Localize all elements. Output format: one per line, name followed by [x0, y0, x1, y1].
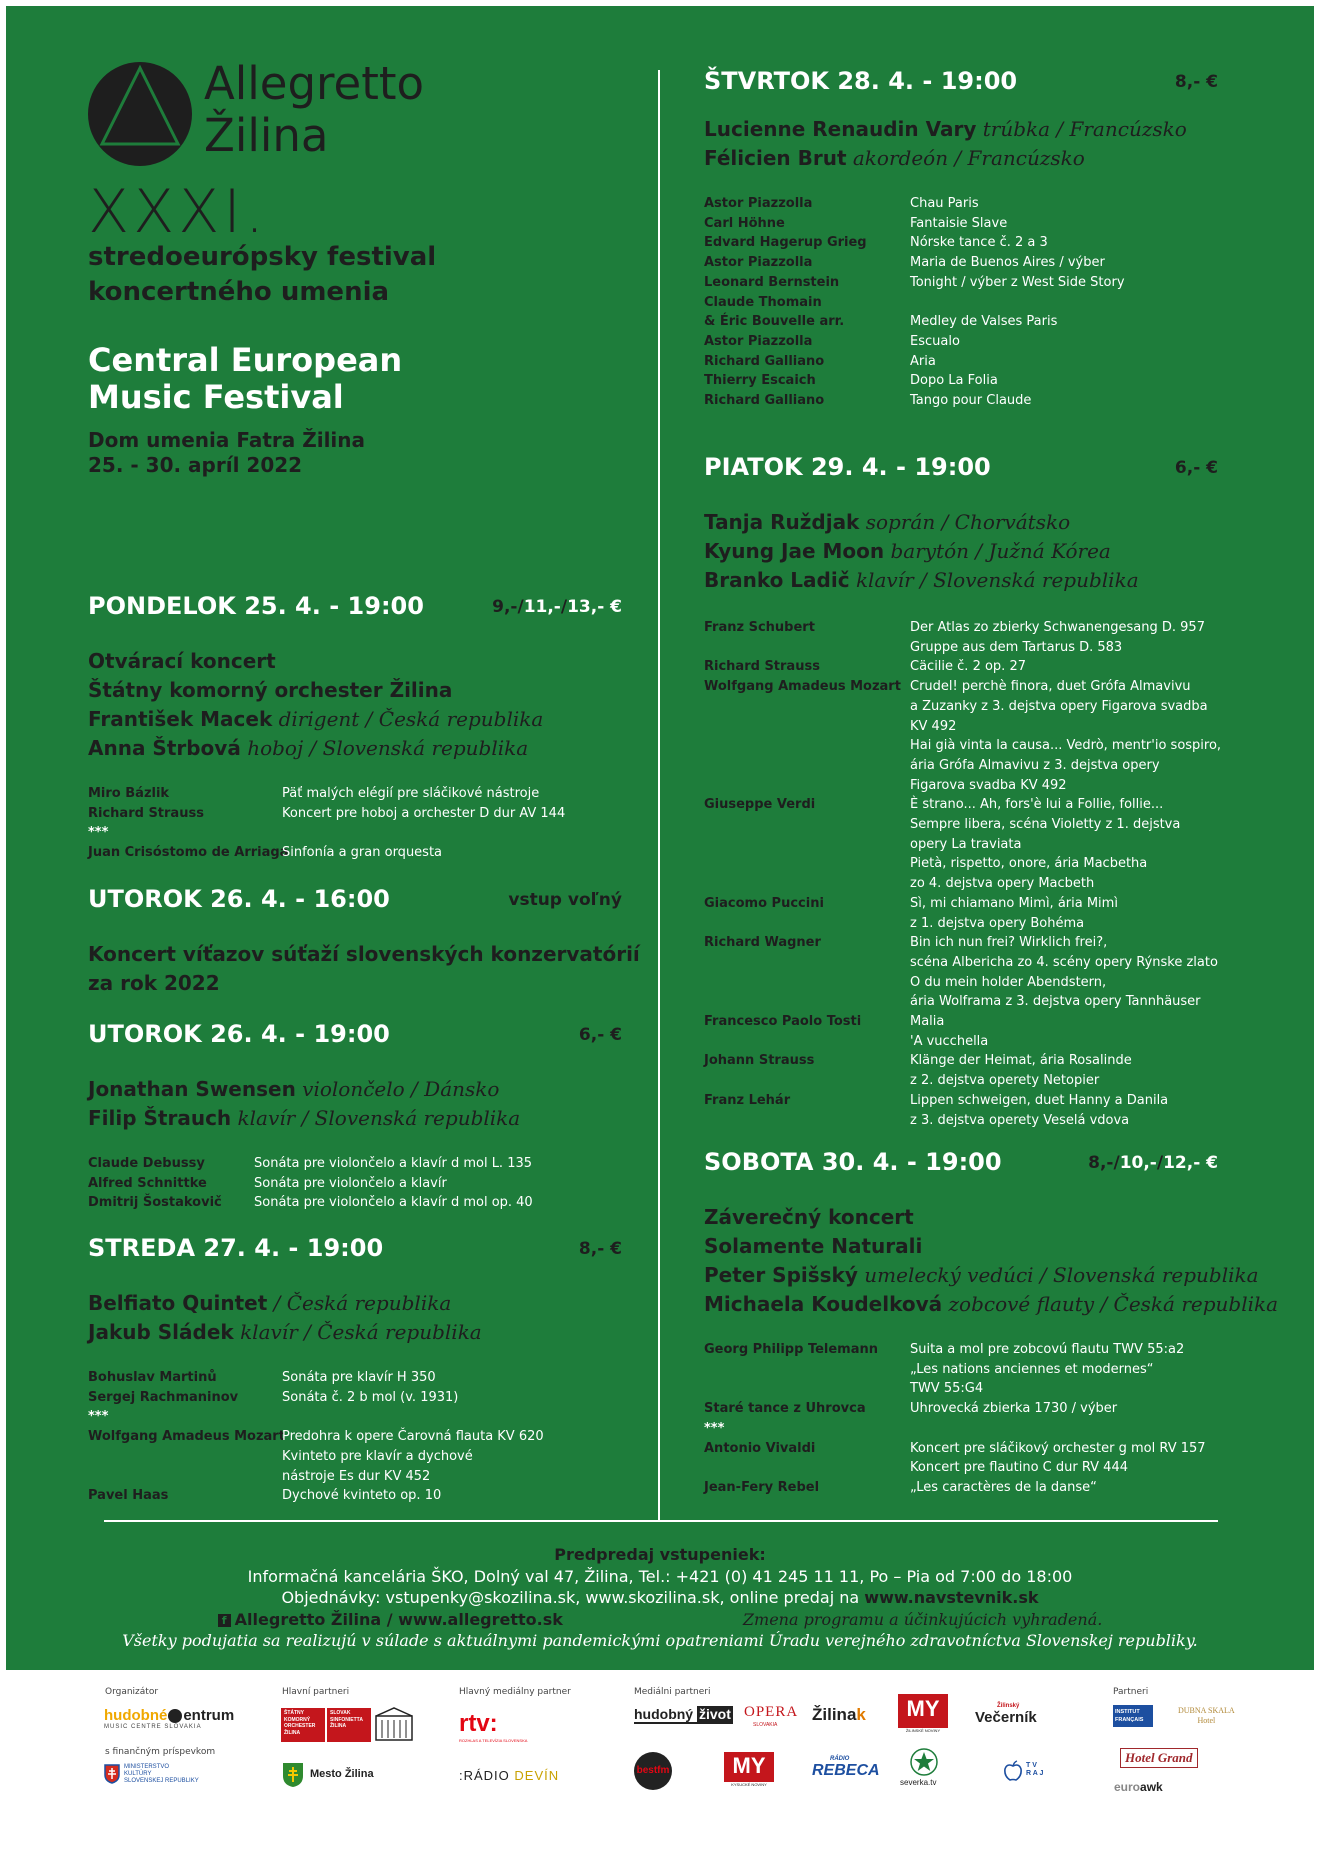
hudobny-zivot-logo — [634, 1706, 733, 1724]
program-row — [704, 677, 1221, 795]
severka-star-icon — [910, 1748, 938, 1776]
program-row — [88, 804, 565, 824]
program-row — [88, 1193, 533, 1213]
logo-text: SINFONIETTA — [330, 1716, 363, 1723]
work: Sinfonía a gran orquesta — [282, 845, 443, 861]
work: Der Atlas zo zbierky Schwanengesang D. 957 Gruppe aus dem Tartarus D. 583 — [910, 620, 1205, 655]
price-part: 13,- € — [567, 597, 622, 617]
composer: Johann Strauss — [704, 1053, 815, 1069]
logo-text: DEVÍN — [514, 1768, 560, 1783]
concert-sat-program — [704, 1340, 1206, 1498]
performer-role: trúbka / Francúzsko — [982, 117, 1187, 141]
organizer-label: Organizátor — [105, 1687, 159, 1697]
logo-text: FRANÇAIS — [1115, 1717, 1144, 1723]
column-divider — [658, 70, 660, 1522]
performer-role: akordeón / Francúzsko — [852, 146, 1085, 170]
media-partners-label: Mediálni partneri — [634, 1687, 711, 1697]
work: Predohra k opere Čarovná flauta KV 620 Kvinteto pre klavír a dychové nástroje Es dur KV 452 — [282, 1429, 544, 1484]
presale-heading: Predpredaj vstupeniek: — [554, 1545, 766, 1564]
concert-tue2-price: 6,- € — [578, 1025, 622, 1045]
price-part: / — [1113, 1153, 1120, 1173]
concert-tue2-day: UTOROK 26. 4. - 19:00 — [88, 1020, 390, 1048]
concert-tue1-title — [88, 940, 640, 998]
program-row — [88, 1174, 533, 1194]
intermission-mark: *** — [704, 1420, 725, 1436]
price-part: / — [1156, 1153, 1164, 1173]
logo-text: hudobný — [634, 1706, 694, 1722]
zilinsky-vecernik-logo — [975, 1703, 1037, 1726]
program-row — [704, 618, 1221, 657]
concert-sat-day: SOBOTA 30. 4. - 19:00 — [704, 1148, 1002, 1176]
concert-mon-program — [88, 784, 565, 863]
performer-name: Jonathan Swensen — [88, 1077, 296, 1101]
institut-francais-logo — [1113, 1705, 1153, 1727]
work: Aria — [910, 353, 936, 369]
work: Sonáta pre violončelo a klavír d mol L. 135 — [254, 1156, 533, 1171]
program-row — [704, 1012, 1221, 1051]
work: Klänge der Heimat, ária Rosalinde z 2. dejstva operety Netopier — [910, 1053, 1132, 1089]
composer: Juan Crisóstomo de Arriaga — [88, 845, 289, 861]
program-row — [704, 657, 1221, 677]
euroawk-logo — [1114, 1780, 1163, 1794]
performer-name: Filip Štrauch — [88, 1106, 232, 1130]
concert-title: Otvárací koncert — [88, 649, 276, 673]
main-media-partner-label: Hlavný mediálny partner — [459, 1687, 571, 1697]
composer: Claude Debussy — [88, 1156, 205, 1171]
pandemic-note: Všetky podujatia sa realizujú v súlade s aktuálnymi pandemickými opatreniami Úradu verejného zdravotníctva Slovenskej republiky. — [122, 1631, 1198, 1650]
rtvs-logo: rtv: — [459, 1710, 498, 1737]
composer: Richard Wagner — [704, 935, 821, 951]
work: Cäcilie č. 2 op. 27 — [910, 659, 1026, 675]
sko-logo — [281, 1708, 325, 1742]
program-row — [704, 293, 1125, 313]
logo-text: k — [856, 1705, 866, 1724]
concert-tue2-program — [88, 1154, 533, 1213]
composer: Astor Piazzolla — [704, 333, 813, 349]
concert-thu-price: 8,- € — [1174, 72, 1218, 92]
program-row — [704, 795, 1221, 894]
program-row — [704, 1439, 1206, 1478]
concert-mon-day: PONDELOK 25. 4. - 19:00 — [88, 592, 424, 620]
opera-slovakia-logo: OPERA — [744, 1704, 799, 1720]
hudobne-centrum-logo — [104, 1707, 234, 1730]
work: Sonáta pre violončelo a klavír — [254, 1175, 447, 1191]
program-row — [704, 214, 1125, 234]
concert-tue1-day: UTOROK 26. 4. - 16:00 — [88, 885, 390, 913]
work: Sonáta pre violončelo a klavír d mol op. 40 — [254, 1195, 533, 1211]
presale-orders — [6, 1587, 1314, 1609]
composer: Francesco Paolo Tosti — [704, 1014, 862, 1030]
work: Suita a mol pre zobcovú flautu TWV 55:a2 „Les nations anciennes et modernes“ TWV 55:G4 — [910, 1342, 1185, 1397]
composer: Thierry Escaich — [704, 373, 816, 389]
concert-wed-day: STREDA 27. 4. - 19:00 — [88, 1234, 384, 1262]
venue-name: Dom umenia Fatra Žilina — [88, 428, 366, 452]
slovak-sinfonietta-logo — [327, 1708, 371, 1742]
price-part: 10,- — [1119, 1153, 1157, 1173]
concert-title: Koncert víťazov súťaží slovenských konzervatórií — [88, 942, 640, 966]
severka-tv-logo: severka.tv — [900, 1778, 937, 1787]
composer: Alfred Schnittke — [88, 1175, 207, 1191]
performer-role: klavír / Slovenská republika — [237, 1106, 521, 1130]
performer-role: dirigent / Česká republika — [278, 707, 544, 731]
concert-wed-performers — [88, 1289, 482, 1347]
composer: Richard Galliano — [704, 353, 825, 369]
logo-text: Žilinský — [997, 1703, 1020, 1709]
performer-name: Peter Spišský — [704, 1263, 858, 1287]
composer: Leonard Bernstein — [704, 274, 840, 290]
work: Koncert pre sláčikový orchester g mol RV 157 Koncert pre flautino C dur RV 444 — [910, 1440, 1206, 1476]
footer-divider — [104, 1520, 1218, 1522]
program-change-note: Zmena programu a účinkujúcich vyhradená. — [742, 1609, 1103, 1629]
concert-thu-performers — [704, 115, 1187, 173]
logo-text: RÁDIO — [830, 1756, 850, 1762]
work: Nórske tance č. 2 a 3 — [910, 235, 1048, 251]
work: Tango pour Claude — [910, 393, 1032, 409]
allegretto-logo-icon — [86, 60, 194, 168]
program-row — [704, 1419, 1206, 1439]
work: Medley de Valses Paris — [910, 314, 1058, 330]
price-part: 11,- — [523, 597, 561, 617]
program-row — [704, 371, 1125, 391]
composer: Bohuslav Martinů — [88, 1370, 217, 1385]
partners-label: Partneri — [1113, 1687, 1149, 1697]
performer-name: Lucienne Renaudin Vary — [704, 117, 977, 141]
main-partners-label: Hlavní partneri — [282, 1687, 350, 1697]
work: Bin ich nun frei? Wirklich frei?, scéna Albericha zo 4. scény opery Rýnske zlato O du mein holder Abendstern, ária Wolframa z 3. dejstva opery Tannhäuser — [910, 935, 1218, 1010]
my-zilinske-noviny-logo: MY — [898, 1694, 948, 1728]
mesto-zilina-logo: Mesto Žilina — [310, 1768, 374, 1780]
composer: Pavel Haas — [88, 1488, 169, 1504]
program-row — [704, 1051, 1221, 1090]
composer: Carl Höhne — [704, 215, 785, 231]
program-row — [704, 273, 1125, 293]
program-row — [88, 1427, 544, 1486]
work: „Les caractères de la danse“ — [910, 1479, 1097, 1495]
performer-name: Belfiato Quintet — [88, 1291, 268, 1315]
allegretto-web-link[interactable]: Allegretto Žilina / www.allegretto.sk — [234, 1609, 563, 1629]
logo-text: Večerník — [975, 1709, 1037, 1726]
logo-text: život — [699, 1706, 731, 1722]
concert-sat-price — [992, 1148, 1218, 1178]
apple-icon — [1002, 1760, 1024, 1782]
concert-wed-program — [88, 1368, 544, 1506]
performer-role: soprán / Chorvátsko — [865, 510, 1071, 534]
logo-text: KOMORNÝ — [284, 1716, 311, 1723]
composer: Antonio Vivaldi — [704, 1440, 816, 1456]
english-line-1: Central European — [88, 341, 403, 379]
my-kysucke-noviny-logo: MY — [724, 1752, 774, 1782]
intermission-mark: *** — [88, 1409, 109, 1425]
festival-english-title — [88, 342, 402, 416]
zilinak-logo — [812, 1705, 866, 1725]
performer-role: hoboj / Slovenská republika — [247, 736, 529, 760]
concert-sat-performers — [704, 1203, 1278, 1319]
logo-text: euro — [1114, 1780, 1141, 1794]
subtitle-line-2: koncertného umenia — [88, 277, 390, 307]
work: Maria de Buenos Aires / výber — [910, 255, 1105, 271]
opera-slovakia-subtext: SLOVAKIA — [753, 1722, 778, 1728]
composer: Giuseppe Verdi — [704, 797, 816, 813]
slovak-coat-of-arms-icon — [104, 1764, 120, 1784]
concert-fri-day: PIATOK 29. 4. - 19:00 — [704, 453, 991, 481]
composer: Astor Piazzolla — [704, 255, 813, 271]
work: Malia 'A vucchella — [910, 1014, 989, 1049]
concert-fri-price: 6,- € — [1174, 458, 1218, 478]
logo-subtext: MUSIC CENTRE SLOVAKIA — [104, 1724, 202, 1730]
work: Dychové kvinteto op. 10 — [282, 1488, 442, 1504]
performer-role: barytón / Južná Kórea — [890, 539, 1111, 563]
radio-devin-logo — [459, 1768, 559, 1783]
program-row — [88, 1154, 533, 1174]
program-row — [704, 1091, 1221, 1130]
composer: Dmitrij Šostakovič — [88, 1195, 222, 1211]
logo-line-1: Allegretto — [204, 57, 425, 110]
price-part: 8,- — [1088, 1153, 1114, 1173]
program-row — [88, 784, 565, 804]
fatra-building-icon — [374, 1706, 414, 1742]
program-row — [88, 823, 565, 843]
composer: Georg Philipp Telemann — [704, 1342, 879, 1357]
composer: Edvard Hagerup Grieg — [704, 235, 867, 251]
best-fm-logo: bestfm — [634, 1752, 672, 1790]
music-note-icon — [168, 1709, 182, 1723]
financial-support-label: s finančným príspevkom — [105, 1747, 216, 1757]
composer: Miro Bázlik — [88, 786, 170, 801]
price-part: 12,- € — [1163, 1153, 1218, 1173]
ticket-info — [6, 1544, 1314, 1652]
program-row — [704, 1478, 1206, 1498]
concert-fri-performers — [704, 508, 1139, 595]
concert-wed-price: 8,- € — [578, 1239, 622, 1259]
zilina-coat-of-arms-icon — [282, 1762, 304, 1788]
program-row — [704, 894, 1221, 933]
radio-rebeca-logo — [812, 1756, 880, 1780]
social-row — [6, 1609, 1314, 1631]
program-row — [704, 312, 1125, 332]
program-row — [704, 194, 1125, 214]
composer: Astor Piazzolla — [704, 196, 813, 211]
concert-tue2-performers — [88, 1075, 520, 1133]
logo-text: Žilina — [812, 1705, 857, 1724]
logo-text: entrum — [183, 1707, 235, 1724]
venue-dates: 25. - 30. apríl 2022 — [88, 453, 303, 477]
intermission-mark: *** — [88, 825, 109, 841]
logo-text: hudobné — [104, 1707, 168, 1724]
price-part: / — [560, 597, 568, 617]
work: Sì, mi chiamano Mimì, ária Mimì z 1. dejstva opery Bohéma — [910, 895, 1118, 931]
presale-office: Informačná kancelária ŠKO, Dolný val 47, Žilina, Tel.: +421 (0) 41 245 11 11, Po – Pia od 7:00 do 18:00 — [247, 1566, 1073, 1586]
logo-text: Hotel — [1197, 1716, 1216, 1725]
composer: Richard Galliano — [704, 393, 825, 409]
poster — [6, 6, 1314, 1670]
work: Sonáta pre klavír H 350 — [282, 1370, 436, 1385]
festival-edition: XXXI. — [88, 177, 269, 247]
composer: Claude Thomain — [704, 294, 822, 310]
tv-raj-logo — [1026, 1762, 1043, 1778]
work: Dopo La Folia — [910, 373, 998, 389]
work: Lippen schweigen, duet Hanny a Danila z 3. dejstva operety Veselá vdova — [910, 1092, 1169, 1128]
dubna-skala-logo — [1178, 1706, 1235, 1726]
performer-role: / Česká republika — [273, 1291, 452, 1315]
festival-venue — [88, 428, 365, 478]
performer-name: Anna Štrbová — [88, 736, 241, 760]
composer: Richard Strauss — [704, 659, 820, 675]
composer: Sergej Rachmaninov — [88, 1389, 239, 1405]
work: Fantaisie Slave — [910, 215, 1008, 231]
composer: Wolfgang Amadeus Mozart — [88, 1429, 285, 1445]
composer: Jean-Fery Rebel — [704, 1479, 820, 1495]
performer-name: Félicien Brut — [704, 146, 847, 170]
logo-text: SLOVAK — [330, 1710, 351, 1716]
logo-text: REBECA — [812, 1762, 880, 1779]
concert-thu-day: ŠTVRTOK 28. 4. - 19:00 — [704, 67, 1018, 95]
hotel-grand-logo: Hotel Grand — [1120, 1748, 1198, 1768]
logo-text: awk — [1140, 1780, 1163, 1794]
logo-text: ORCHESTER — [284, 1723, 316, 1729]
logo-text: KULTÚRY — [124, 1771, 152, 1777]
logo-text: R A J — [1026, 1770, 1044, 1777]
program-row — [704, 233, 1125, 253]
composer: Richard Strauss — [88, 805, 204, 821]
program-row — [704, 391, 1125, 411]
performer-name: Branko Ladič — [704, 568, 850, 592]
work: Tonight / výber z West Side Story — [910, 274, 1125, 290]
logo-text: ŽILINA — [284, 1729, 301, 1736]
facebook-icon[interactable]: f — [218, 1614, 231, 1627]
program-row — [704, 933, 1221, 1012]
program-row — [704, 1399, 1206, 1419]
work: Crudel! perchè finora, duet Grófa Almavivu a Zuzanky z 3. dejstva opery Figarova svadba KV 492 Hai già vinta la causa... Vedrò, mentr'io sospiro, ária Grófa Almavivu z 3. dejstva opery Figarova svadba KV 492 — [910, 679, 1222, 793]
work: Päť malých elégií pre sláčikové nástroje — [282, 786, 540, 801]
price-part: / — [517, 597, 524, 617]
logo-text: INSTITUT — [1115, 1709, 1140, 1715]
program-row — [88, 843, 565, 863]
concert-title: Solamente Naturali — [704, 1234, 923, 1258]
performer-role: klavír / Slovenská republika — [855, 568, 1139, 592]
festival-subtitle — [88, 240, 436, 310]
composer: Staré tance z Uhrovca — [704, 1401, 866, 1417]
my-kysucke-subtext: KYSUCKÉ NOVINY — [731, 1782, 767, 1787]
english-line-2: Music Festival — [88, 378, 344, 416]
subtitle-line-1: stredoeurópsky festival — [88, 242, 437, 272]
concert-thu-program — [704, 194, 1125, 411]
performer-name: Jakub Sládek — [88, 1320, 234, 1344]
composer: & Éric Bouvelle arr. — [704, 314, 845, 330]
navstevnik-link[interactable]: www.navstevnik.sk — [864, 1588, 1039, 1607]
concert-fri-program — [704, 618, 1221, 1130]
performer-role: umelecký vedúci / Slovenská republika — [864, 1263, 1259, 1287]
concert-mon-performers — [88, 647, 543, 763]
logo-wordmark — [204, 58, 424, 162]
program-row — [704, 352, 1125, 372]
composer: Wolfgang Amadeus Mozart — [704, 679, 901, 695]
performer-role: violončelo / Dánsko — [302, 1077, 500, 1101]
logo-text: :RÁDIO — [459, 1768, 510, 1783]
concert-title: za rok 2022 — [88, 971, 220, 995]
logo-text: ŠTÁTNY — [284, 1710, 304, 1716]
work: Koncert pre hoboj a orchester D dur AV 144 — [282, 805, 566, 821]
my-zilinske-subtext: ŽILINSKÉ NOVINY — [905, 1728, 941, 1733]
orders-text: Objednávky: vstupenky@skozilina.sk, www.skozilina.sk, online predaj na — [281, 1588, 865, 1607]
rtvs-subtext: ROZHLAS A TELEVÍZIA SLOVENSKA — [459, 1738, 528, 1743]
work: Chau Paris — [910, 196, 979, 211]
logo-text: T V — [1026, 1762, 1037, 1769]
program-row — [704, 253, 1125, 273]
ministry-of-culture-logo — [124, 1764, 199, 1785]
work: Sonáta č. 2 b mol (v. 1931) — [282, 1389, 459, 1405]
price-part: 9,- — [492, 597, 518, 617]
program-row — [88, 1368, 544, 1388]
composer: Franz Schubert — [704, 620, 815, 635]
performer-role: klavír / Česká republika — [240, 1320, 482, 1344]
logo-text: SLOVENSKEJ REPUBLIKY — [124, 1778, 199, 1784]
performer-name: Michaela Koudelková — [704, 1292, 943, 1316]
concert-mon-price — [396, 592, 622, 622]
work: Uhrovecká zbierka 1730 / výber — [910, 1401, 1118, 1417]
logo-text: MINISTERSTVO — [124, 1764, 170, 1770]
performer-name: Kyung Jae Moon — [704, 539, 885, 563]
concert-title: Štátny komorný orchester Žilina — [88, 678, 453, 702]
logo-line-2: Žilina — [204, 109, 329, 162]
program-row — [88, 1388, 544, 1408]
performer-role: zobcové flauty / Česká republika — [948, 1292, 1279, 1316]
logo-text: ŽILINA — [330, 1723, 347, 1729]
performer-name: Tanja Ruždjak — [704, 510, 860, 534]
program-row — [88, 1407, 544, 1427]
work: Escualo — [910, 333, 960, 349]
composer: Franz Lehár — [704, 1092, 791, 1108]
program-row — [88, 1486, 544, 1506]
logo-text: DUBNA SKALA — [1178, 1706, 1235, 1715]
performer-name: František Macek — [88, 707, 273, 731]
composer: Giacomo Puccini — [704, 895, 824, 911]
concert-title: Záverečný koncert — [704, 1205, 914, 1229]
program-row — [704, 1340, 1206, 1399]
concert-tue1-price: vstup voľný — [508, 890, 622, 910]
work: È strano... Ah, fors'è lui a Follie, follie... Sempre libera, scéna Violetty z 1. dejstva opery La traviata Pietà, rispetto, onore, ária Macbetha zo 4. dejstva opery Macbeth — [910, 797, 1181, 892]
program-row — [704, 332, 1125, 352]
